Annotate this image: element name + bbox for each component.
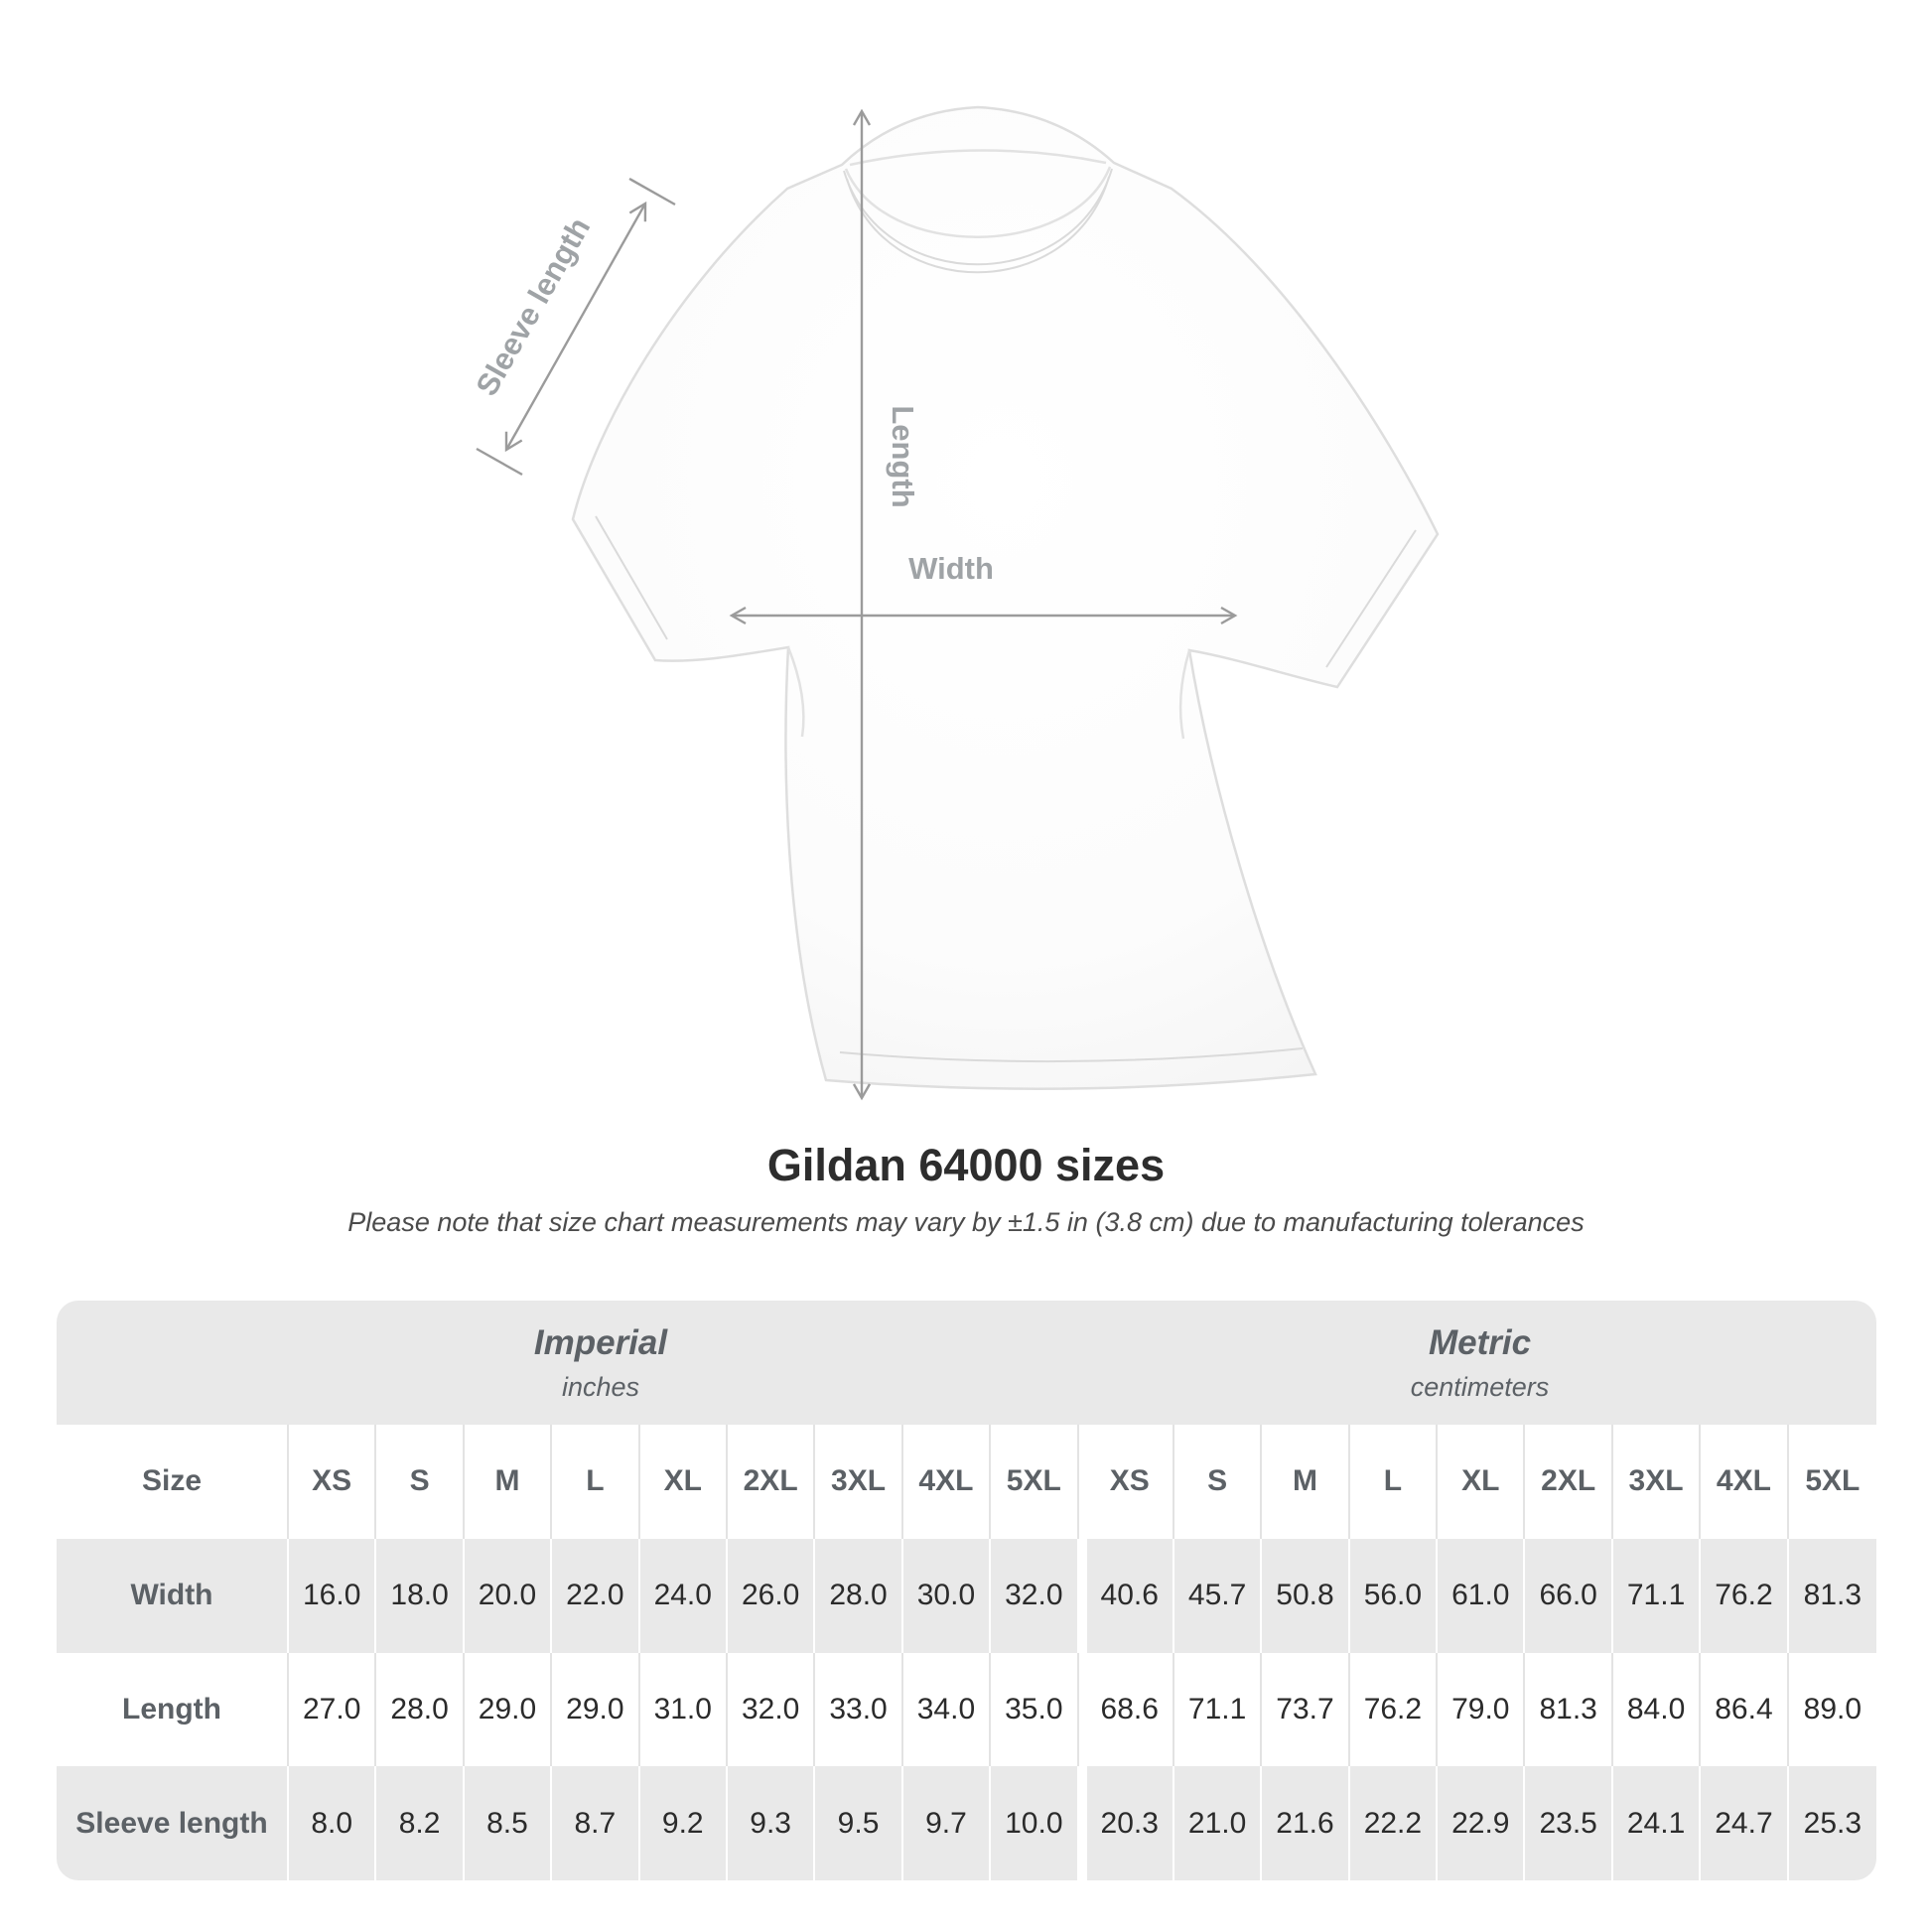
value-cell: 35.0 — [991, 1653, 1078, 1767]
value-cell: 9.5 — [815, 1766, 902, 1880]
imperial-group-unit: inches — [561, 1371, 640, 1402]
size-col-header: L — [1350, 1425, 1438, 1539]
value-cell: 89.0 — [1789, 1653, 1876, 1767]
value-cell: 84.0 — [1613, 1653, 1701, 1767]
value-cell: 21.0 — [1174, 1766, 1262, 1880]
measurement-row-sleeve-length — [57, 1766, 1876, 1880]
size-chart-table — [57, 1301, 1876, 1880]
metric-group-unit: centimeters — [1410, 1371, 1550, 1402]
value-cell: 31.0 — [640, 1653, 728, 1767]
group-gap — [1079, 1766, 1087, 1880]
value-cell: 9.2 — [640, 1766, 728, 1880]
group-gap — [1079, 1653, 1087, 1767]
size-col-header: 4XL — [1701, 1425, 1788, 1539]
value-cell: 56.0 — [1350, 1539, 1438, 1653]
value-cell: 81.3 — [1789, 1539, 1876, 1653]
value-cell: 25.3 — [1789, 1766, 1876, 1880]
value-cell: 66.0 — [1525, 1539, 1612, 1653]
sleeve-length-label: Sleeve length — [469, 211, 598, 402]
value-cell: 32.0 — [728, 1653, 815, 1767]
value-cell: 71.1 — [1613, 1539, 1701, 1653]
value-cell: 21.6 — [1262, 1766, 1349, 1880]
value-cell: 8.7 — [552, 1766, 639, 1880]
value-cell: 26.0 — [728, 1539, 815, 1653]
value-cell: 68.6 — [1087, 1653, 1174, 1767]
page-title: Gildan 64000 sizes — [766, 1140, 1166, 1190]
value-cell: 32.0 — [991, 1539, 1078, 1653]
size-col-header: 2XL — [728, 1425, 815, 1539]
row-label: Sleeve length — [57, 1766, 289, 1880]
value-cell: 16.0 — [289, 1539, 376, 1653]
value-cell: 24.1 — [1613, 1766, 1701, 1880]
value-cell: 9.7 — [903, 1766, 991, 1880]
size-col-header: L — [552, 1425, 639, 1539]
measurement-row-width — [57, 1539, 1876, 1653]
value-cell: 28.0 — [815, 1539, 902, 1653]
value-cell: 22.2 — [1350, 1766, 1438, 1880]
size-col-header: 3XL — [815, 1425, 902, 1539]
length-label: Length — [886, 405, 920, 508]
value-cell: 79.0 — [1438, 1653, 1525, 1767]
size-col-header: XL — [1438, 1425, 1525, 1539]
metric-group-title: Metric — [1428, 1322, 1532, 1362]
value-cell: 29.0 — [465, 1653, 552, 1767]
value-cell: 73.7 — [1262, 1653, 1349, 1767]
size-col-header: 5XL — [991, 1425, 1078, 1539]
value-cell: 8.5 — [465, 1766, 552, 1880]
value-cell: 20.0 — [465, 1539, 552, 1653]
value-cell: 28.0 — [376, 1653, 464, 1767]
value-cell: 27.0 — [289, 1653, 376, 1767]
value-cell: 24.7 — [1701, 1766, 1788, 1880]
size-col-header: 5XL — [1789, 1425, 1876, 1539]
size-col-header: XL — [640, 1425, 728, 1539]
value-cell: 76.2 — [1350, 1653, 1438, 1767]
group-gap — [1079, 1425, 1087, 1539]
value-cell: 22.0 — [552, 1539, 639, 1653]
group-gap — [1079, 1539, 1087, 1653]
value-cell: 50.8 — [1262, 1539, 1349, 1653]
imperial-group-title: Imperial — [533, 1322, 668, 1362]
size-col-header: XS — [1087, 1425, 1174, 1539]
size-col-header: 4XL — [903, 1425, 991, 1539]
group-divider — [1075, 1301, 1083, 1425]
unit-group-header — [57, 1301, 1876, 1425]
size-col-header: M — [465, 1425, 552, 1539]
measurement-row-length — [57, 1653, 1876, 1767]
value-cell: 8.2 — [376, 1766, 464, 1880]
value-cell: 8.0 — [289, 1766, 376, 1880]
tolerance-note: Please note that size chart measurements may vary by ±1.5 in (3.8 cm) due to manufacturing tolerances — [347, 1207, 1585, 1237]
value-cell: 23.5 — [1525, 1766, 1612, 1880]
tshirt-graphic — [573, 107, 1438, 1089]
size-column-header: Size — [57, 1425, 289, 1539]
size-col-header: XS — [289, 1425, 376, 1539]
value-cell: 61.0 — [1438, 1539, 1525, 1653]
size-col-header: 3XL — [1613, 1425, 1701, 1539]
size-table-rows — [57, 1425, 1876, 1880]
row-label: Width — [57, 1539, 289, 1653]
size-header-row — [57, 1425, 1876, 1539]
value-cell: 20.3 — [1087, 1766, 1174, 1880]
value-cell: 45.7 — [1174, 1539, 1262, 1653]
value-cell: 34.0 — [903, 1653, 991, 1767]
size-col-header: S — [376, 1425, 464, 1539]
size-col-header: 2XL — [1525, 1425, 1612, 1539]
width-label: Width — [908, 551, 994, 586]
value-cell: 71.1 — [1174, 1653, 1262, 1767]
value-cell: 81.3 — [1525, 1653, 1612, 1767]
value-cell: 33.0 — [815, 1653, 902, 1767]
row-label: Length — [57, 1653, 289, 1767]
value-cell: 22.9 — [1438, 1766, 1525, 1880]
value-cell: 86.4 — [1701, 1653, 1788, 1767]
imperial-group-header — [57, 1301, 1075, 1425]
value-cell: 9.3 — [728, 1766, 815, 1880]
metric-group-header — [1083, 1301, 1876, 1425]
value-cell: 30.0 — [903, 1539, 991, 1653]
size-col-header: M — [1262, 1425, 1349, 1539]
value-cell: 10.0 — [991, 1766, 1078, 1880]
value-cell: 18.0 — [376, 1539, 464, 1653]
value-cell: 76.2 — [1701, 1539, 1788, 1653]
size-col-header: S — [1174, 1425, 1262, 1539]
tshirt-body — [573, 107, 1438, 1089]
value-cell: 29.0 — [552, 1653, 639, 1767]
value-cell: 40.6 — [1087, 1539, 1174, 1653]
value-cell: 24.0 — [640, 1539, 728, 1653]
